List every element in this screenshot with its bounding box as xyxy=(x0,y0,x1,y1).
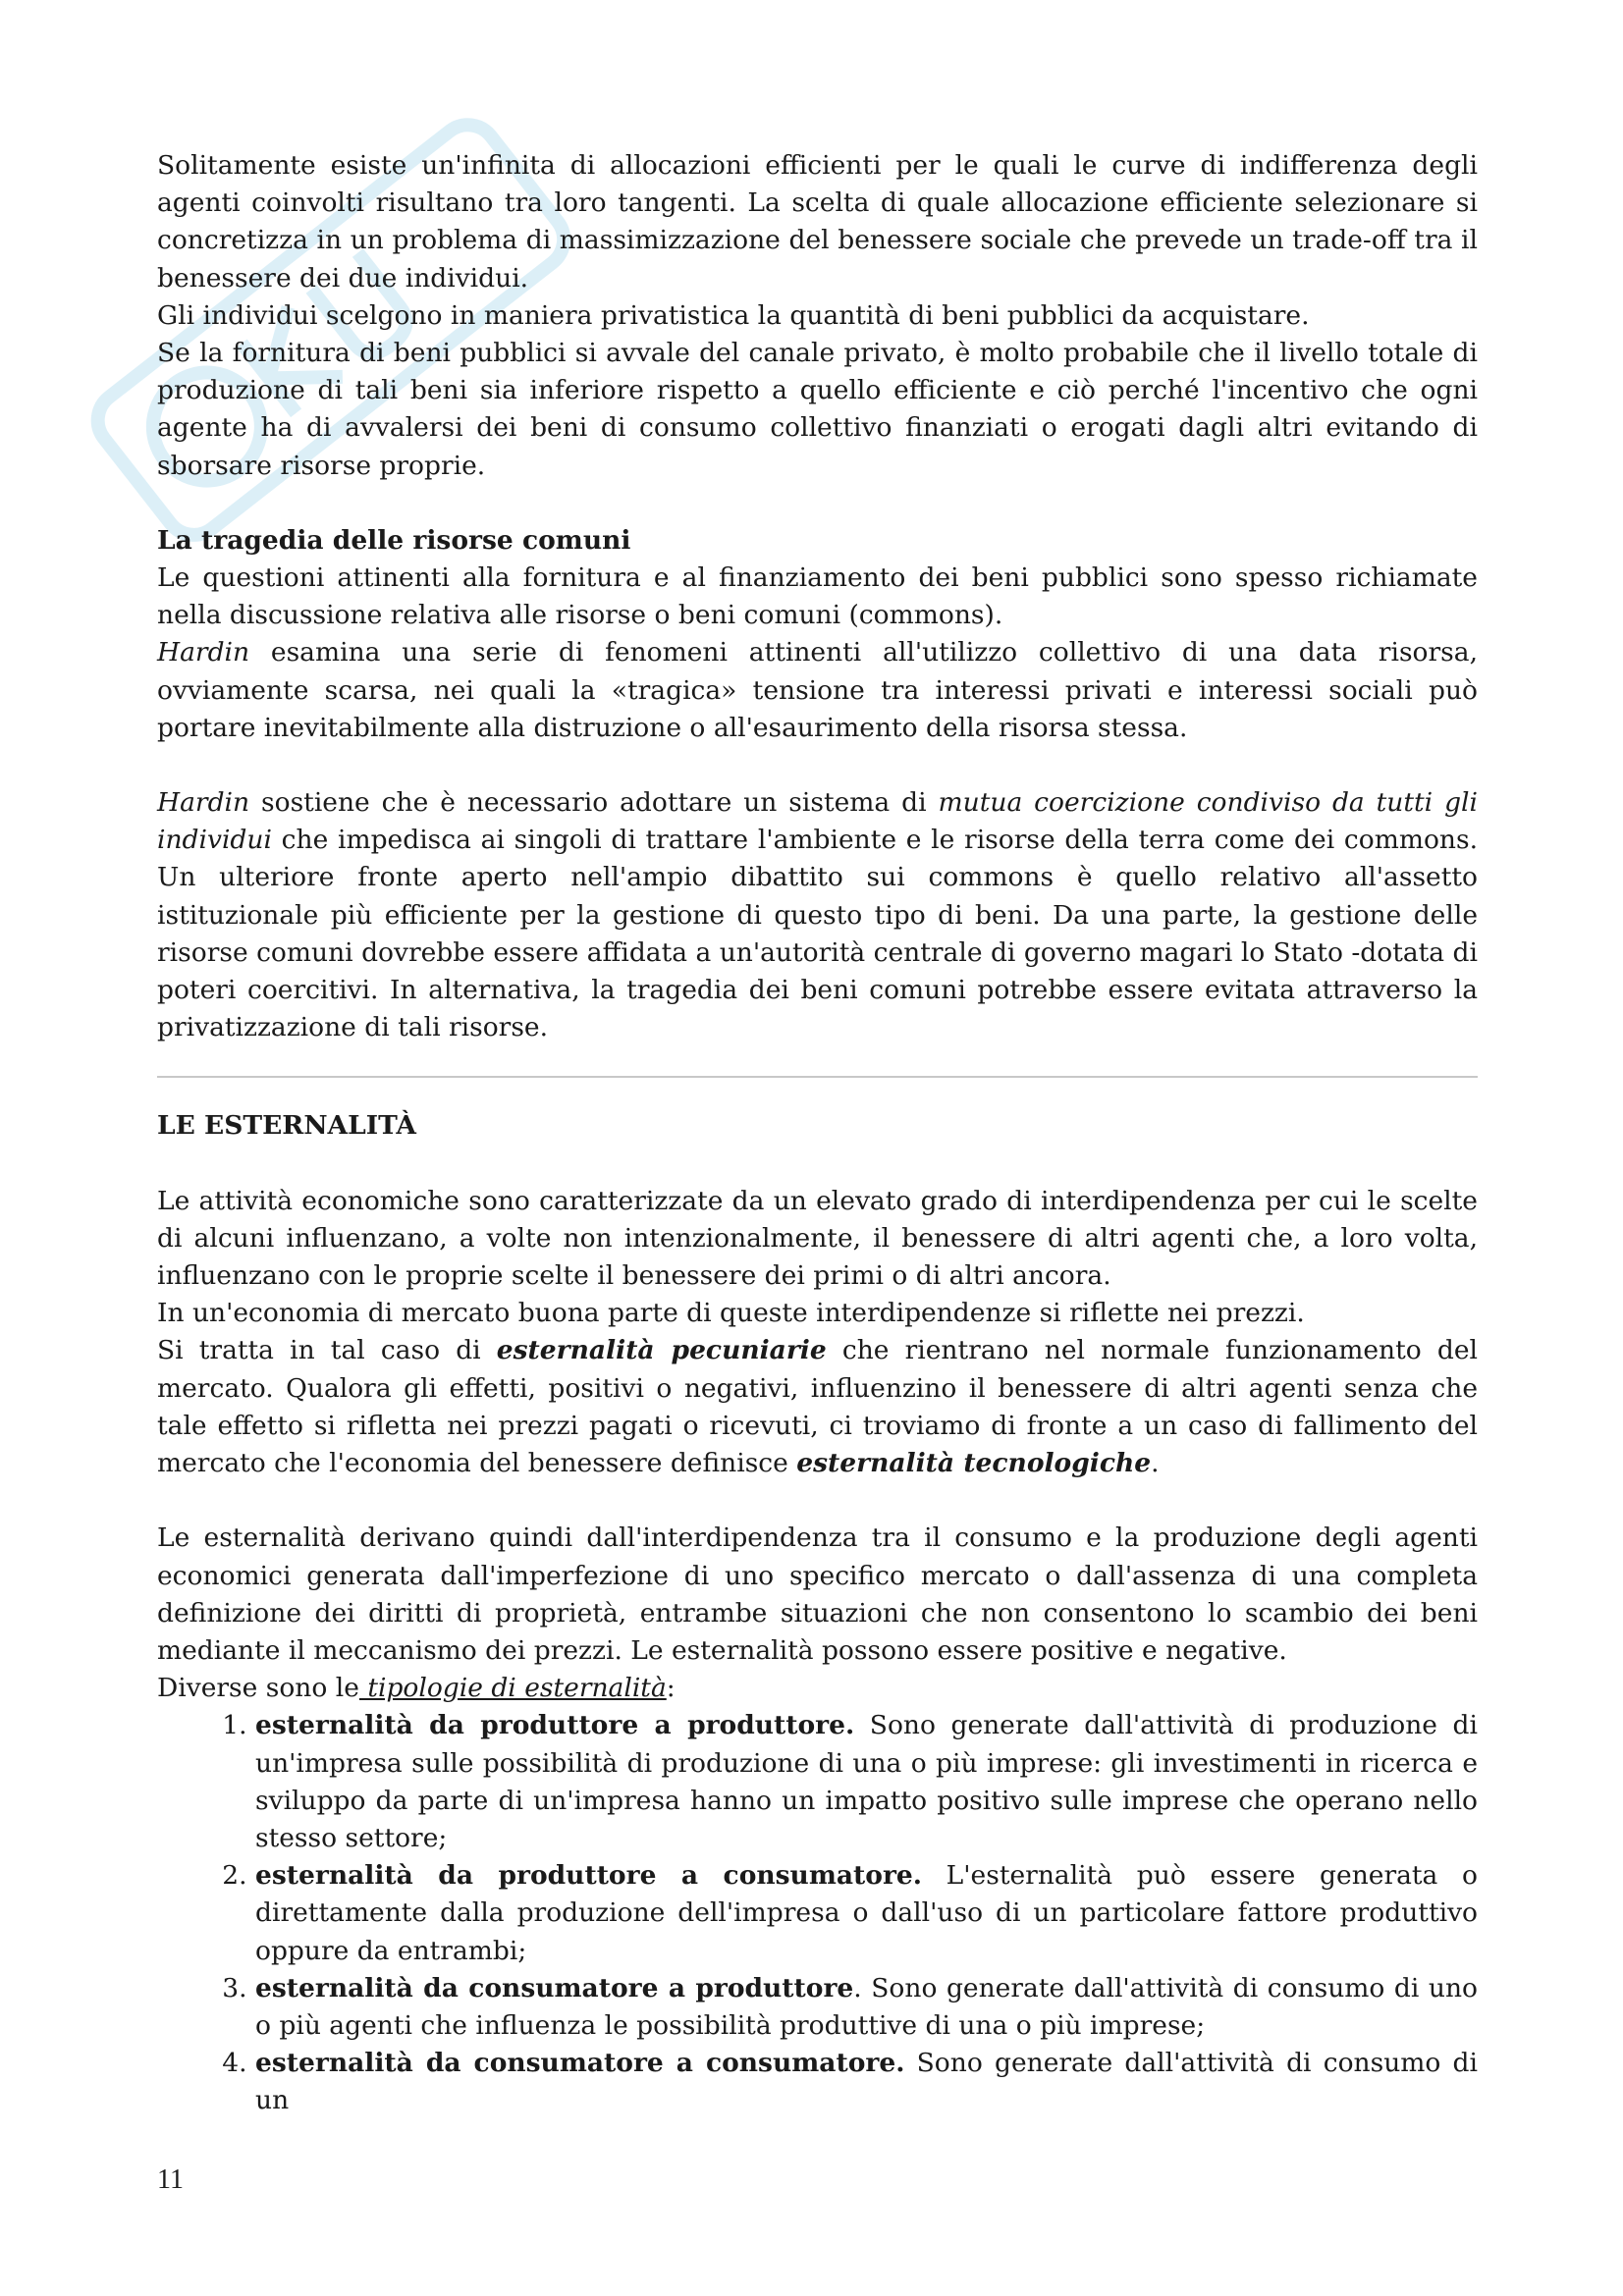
chapter-heading-esternalita: LE ESTERNALITÀ xyxy=(157,1110,416,1142)
section-heading-tragedia: La tragedia delle risorse comuni xyxy=(157,524,631,556)
esternalita-paragraph-5: Diverse sono le tipologie di esternalità: xyxy=(157,1673,676,1704)
emphasis-mutua-coercizione: mutua coercizione condiviso da tutti gli individui xyxy=(157,787,1478,856)
term-esternalita-pecuniarie: esternalità pecuniarie xyxy=(496,1335,827,1366)
section-divider xyxy=(157,1076,1478,1078)
intro-paragraph-1: Solitamente esiste un'infinita di allocazioni efficienti per le quali le curve di indifferenza degli agenti coinvolti risultano tra loro tangenti. La scelta di quale allocazione efficiente selezionare si concretizza in un problema di massimizzazione del benessere sociale che prevede un trade-off tra il benessere dei due individui. xyxy=(157,150,1478,294)
list-item: 4. esternalità da consumatore a consumatore. Sono generate dall'attività di consumo di un xyxy=(255,2045,1478,2119)
term-esternalita-tecnologiche: esternalità tecnologiche xyxy=(796,1448,1152,1479)
author-name-hardin: Hardin xyxy=(157,787,250,819)
esternalita-paragraph-4: Le esternalità derivano quindi dall'interdipendenza tra il consumo e la produzione degli agenti economici generata dall'imperfezione di uno specifico mercato o dall'assenza di una completa definizione dei diritti di proprietà, entrambe situazioni che non consentono lo scambio dei beni mediante il meccanismo dei prezzi. Le esternalità possono essere positive e negative. xyxy=(157,1522,1478,1666)
page-content xyxy=(157,147,1478,2120)
intro-paragraph-2: Gli individui scelgono in maniera privatistica la quantità di beni pubblici da acquistare. xyxy=(157,299,1310,331)
list-item: 2. esternalità da produttore a consumatore. L'esternalità può essere generata o direttamente dalla produzione dell'impresa o dall'uso di un particolare fattore produttivo oppure da entrambi; xyxy=(255,1857,1478,1970)
list-item: 3. esternalità da consumatore a produttore. Sono generate dall'attività di consumo di uno o più agenti che influenza le possibilità produttive di una o più imprese; xyxy=(255,1970,1478,2045)
tipologie-link: tipologie di esternalità xyxy=(358,1673,667,1704)
list-item: 1. esternalità da produttore a produttore. Sono generate dall'attività di produzione di un'impresa sulle possibilità di produzione di una o più imprese: gli investimenti in ricerca e sviluppo da parte di un'impresa hanno un impatto positivo sulle imprese che operano nello stesso settore; xyxy=(255,1707,1478,1857)
page-number: 11 xyxy=(157,2164,184,2195)
esternalita-paragraph-3: Si tratta in tal caso di esternalità pecuniarie che rientrano nel normale funzionamento del mercato. Qualora gli effetti, positivi o negativi, influenzino il benessere di altri agenti senza che tale effetto si rifletta nei prezzi pagati o ricevuti, ci troviamo di fronte a un caso di fallimento del mercato che l'economia del benessere definisce esternalità tecnologiche. xyxy=(157,1335,1478,1479)
tragedia-paragraph-2: Hardin esamina una serie di fenomeni attinenti all'utilizzo collettivo di una data risorsa, ovviamente scarsa, nei quali la «tragica» tensione tra interessi privati e interessi sociali può portare inevitabilmente alla distruzione o all'esaurimento della risorsa stessa. xyxy=(157,637,1478,743)
intro-paragraph-3: Se la fornitura di beni pubblici si avvale del canale privato, è molto probabile che il livello totale di produzione di tali beni sia inferiore rispetto a quello efficiente e ciò perché l'incentivo che ogni agente ha di avvalersi dei beni di consumo collettivo finanziati o erogati dagli altri evitando di sborsare risorse proprie. xyxy=(157,338,1478,481)
esternalita-paragraph-2: In un'economia di mercato buona parte di queste interdipendenze si riflette nei prezzi. xyxy=(157,1298,1305,1329)
tragedia-paragraph-1: Le questioni attinenti alla fornitura e al finanziamento dei beni pubblici sono spesso richiamate nella discussione relativa alle risorse o beni comuni (commons). xyxy=(157,562,1478,631)
esternalita-paragraph-1: Le attività economiche sono caratterizzate da un elevato grado di interdipendenza per cui le scelte di alcuni influenzano, a volte non intenzionalmente, il benessere di altri agenti che, a loro volta, influenzano con le proprie scelte il benessere dei primi o di altri ancora. xyxy=(157,1185,1478,1292)
externality-types-list xyxy=(157,1707,1478,2119)
tragedia-paragraph-3: Hardin sostiene che è necessario adottare un sistema di mutua coercizione condiviso da tutti gli individui che impedisca ai singoli di trattare l'ambiente e le risorse della terra come dei commons. Un ulteriore fronte aperto nell'ampio dibattito sui commons è quello relativo all'assetto istituzionale più efficiente per la gestione di questo tipo di beni. Da una parte, la gestione delle risorse comuni dovrebbe essere affidata a un'autorità centrale di governo magari lo Stato -dotata di poteri coercitivi. In alternativa, la tragedia dei beni comuni potrebbe essere evitata attraverso la privatizzazione di tali risorse. xyxy=(157,787,1478,1043)
author-name-hardin: Hardin xyxy=(157,637,250,668)
